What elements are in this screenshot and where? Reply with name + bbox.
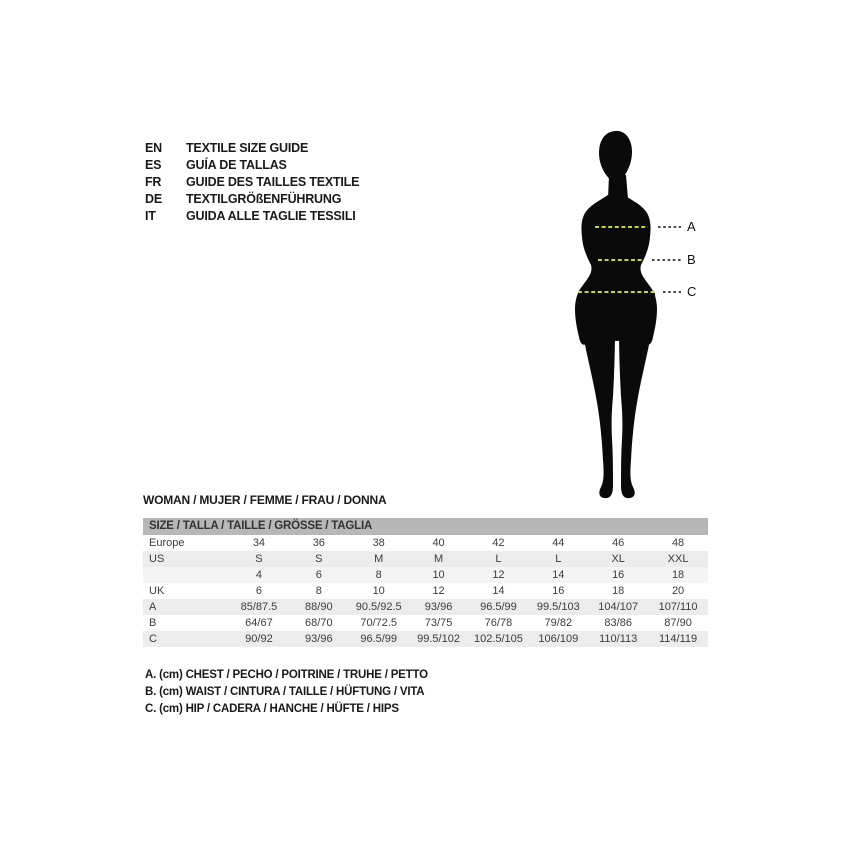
table-cell: 68/70 [305, 617, 333, 629]
table-row-waist [143, 615, 708, 631]
woman-silhouette-icon [575, 131, 657, 498]
table-cell: 73/75 [424, 617, 453, 629]
table-cell: 38 [372, 537, 385, 549]
table-cell: 114/119 [658, 633, 698, 645]
table-row-chest [143, 599, 708, 615]
lang-code-en: EN [145, 141, 162, 155]
measurement-legend [145, 667, 428, 718]
table-cell: 90/92 [245, 633, 273, 645]
table-cell: 88/90 [305, 601, 333, 613]
table-cell: 36 [312, 537, 325, 549]
table-row-hip [143, 631, 708, 647]
table-cell: S [255, 553, 263, 565]
table-cell: 106/109 [538, 633, 579, 645]
table-cell: 34 [252, 537, 266, 549]
row-label-b: B [149, 617, 157, 629]
table-cell: 8 [315, 585, 322, 597]
marker-label-c: C [687, 284, 697, 299]
legend-waist: B. (cm) WAIST / CINTURA / TAILLE / HÜFTUNG / VITA [145, 686, 425, 698]
marker-label-a: A [687, 219, 696, 234]
lang-title-de: TEXTILGRÖßENFÜHRUNG [186, 192, 342, 206]
table-cell: 20 [671, 585, 685, 597]
table-cell: 6 [255, 585, 262, 597]
table-cell: 12 [492, 569, 505, 581]
table-cell: 90.5/92.5 [355, 601, 402, 613]
table-cell: 79/82 [544, 617, 573, 629]
row-label-uk: UK [149, 585, 165, 597]
table-cell: 18 [612, 585, 625, 597]
table-cell: 4 [255, 569, 262, 581]
table-cell: 6 [315, 569, 322, 581]
lang-row-fr [145, 174, 359, 191]
row-label-blank [143, 567, 229, 583]
table-cell: 87/90 [664, 617, 692, 629]
table-cell: XXL [667, 553, 689, 565]
size-table [143, 518, 708, 647]
table-cell: M [433, 553, 444, 565]
lang-code-es: ES [145, 158, 162, 172]
lang-row-de [145, 191, 359, 208]
table-cell: 76/78 [484, 617, 513, 629]
size-table-header: SIZE / TALLA / TAILLE / GRÖSSE / TAGLIA [143, 518, 708, 535]
woman-silhouette-figure [565, 125, 705, 505]
table-row-uk [143, 583, 708, 599]
table-row-us [143, 551, 708, 567]
table-cell: 96.5/99 [480, 601, 517, 613]
row-label-us: US [149, 553, 165, 565]
lang-row-it [145, 208, 359, 225]
table-cell: 102.5/105 [473, 633, 523, 645]
gender-section-title: WOMAN / MUJER / FEMME / FRAU / DONNA [143, 493, 387, 507]
row-label-c: C [149, 633, 157, 645]
table-cell: 85/87.5 [240, 601, 278, 613]
table-cell: S [315, 553, 323, 565]
row-label-a: A [149, 601, 157, 613]
table-cell: 83/86 [604, 617, 632, 629]
table-cell: 40 [432, 537, 445, 549]
marker-label-b: B [687, 252, 696, 267]
table-cell: 14 [492, 585, 505, 597]
table-cell: 107/110 [658, 601, 698, 613]
lang-title-it: GUIDA ALLE TAGLIE TESSILI [186, 209, 356, 223]
table-cell: 10 [432, 569, 445, 581]
table-cell: 14 [552, 569, 565, 581]
table-cell: 110/113 [599, 633, 638, 645]
table-row-us-numeric [143, 567, 708, 583]
table-cell: 10 [372, 585, 385, 597]
table-row-europe [143, 535, 708, 551]
table-cell: 64/67 [245, 617, 273, 629]
table-cell: L [555, 553, 562, 565]
language-title-block [145, 140, 359, 225]
lang-row-es [145, 157, 359, 174]
table-cell: 42 [492, 537, 505, 549]
table-cell: 104/107 [598, 601, 639, 613]
table-cell: M [374, 553, 384, 565]
lang-code-de: DE [145, 192, 162, 206]
table-cell: 99.5/102 [417, 633, 460, 645]
lang-code-fr: FR [145, 175, 162, 189]
table-cell: 16 [612, 569, 625, 581]
lang-row-en [145, 140, 359, 157]
table-cell: 16 [552, 585, 565, 597]
legend-hip: C. (cm) HIP / CADERA / HANCHE / HÜFTE / HIPS [145, 703, 399, 715]
lang-title-en: TEXTILE SIZE GUIDE [186, 141, 309, 155]
lang-title-fr: GUIDE DES TAILLES TEXTILE [186, 175, 360, 189]
table-cell: 96.5/99 [360, 633, 398, 645]
table-cell: 93/96 [424, 601, 453, 613]
table-cell: 70/72.5 [360, 617, 398, 629]
table-cell: 93/96 [305, 633, 333, 645]
table-cell: L [495, 553, 502, 565]
table-cell: 48 [671, 537, 685, 549]
lang-code-it: IT [145, 209, 156, 223]
table-cell: 99.5/103 [536, 601, 580, 613]
table-cell: 46 [612, 537, 625, 549]
lang-title-es: GUÍA DE TALLAS [186, 158, 287, 172]
table-cell: 44 [552, 537, 565, 549]
row-label-europe: Europe [149, 537, 185, 549]
legend-chest: A. (cm) CHEST / PECHO / POITRINE / TRUHE / PETTO [145, 669, 428, 681]
table-cell: 12 [432, 585, 445, 597]
table-cell: 8 [375, 569, 382, 581]
table-cell: 18 [671, 569, 685, 581]
table-cell: XL [611, 553, 625, 565]
